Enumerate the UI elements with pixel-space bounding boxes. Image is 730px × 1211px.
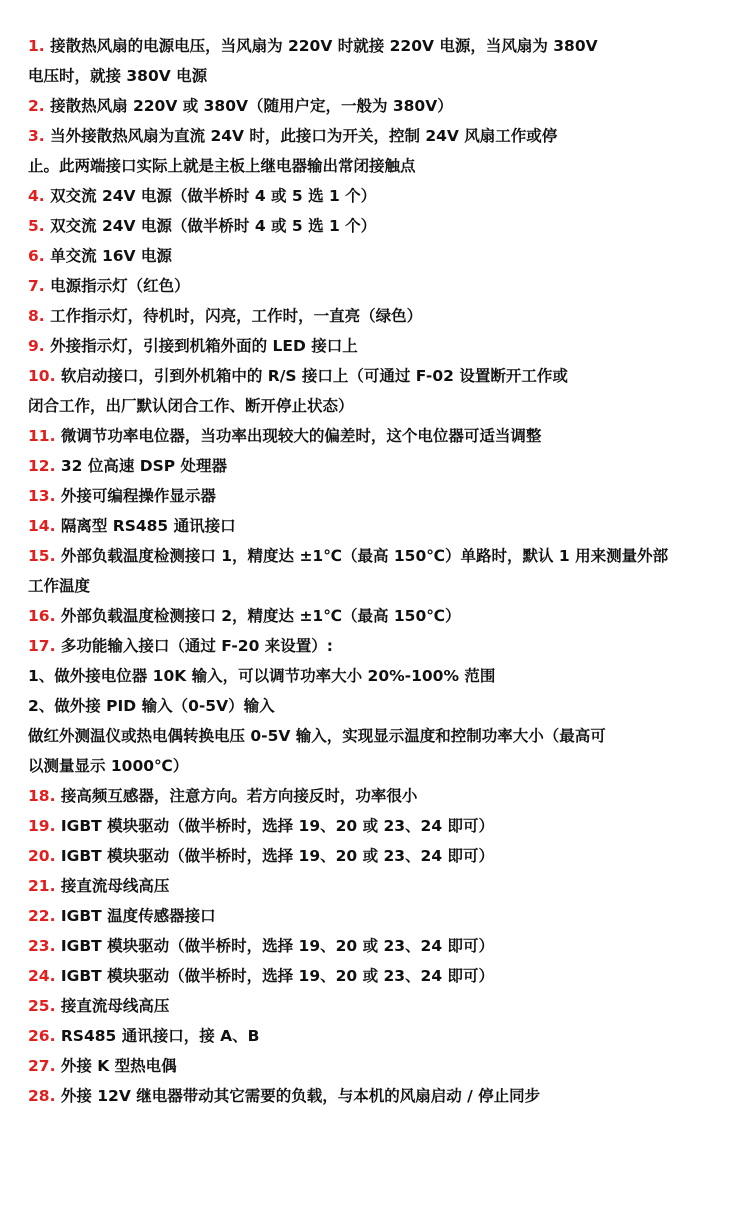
item-number: 12. (28, 457, 61, 475)
doc-line (28, 811, 718, 841)
doc-line (28, 721, 718, 751)
item-number: 15. (28, 547, 61, 565)
item-text: 外接指示灯，引接到机箱外面的 LED 接口上 (50, 337, 358, 355)
item-number: 20. (28, 847, 61, 865)
doc-line (28, 331, 718, 361)
item-text: 以测量显示 1000℃） (28, 757, 189, 775)
item-number: 11. (28, 427, 61, 445)
doc-line (28, 1021, 718, 1051)
doc-line (28, 241, 718, 271)
item-text: 1、做外接电位器 10K 输入，可以调节功率大小 20%-100% 范围 (28, 667, 496, 685)
doc-line (28, 31, 718, 61)
item-number: 7. (28, 277, 51, 295)
item-text: 止。此两端接口实际上就是主板上继电器输出常闭接触点 (28, 157, 416, 175)
item-number: 24. (28, 967, 61, 985)
item-number: 22. (28, 907, 61, 925)
item-number: 27. (28, 1057, 61, 1075)
item-text: 外接可编程操作显示器 (60, 487, 216, 505)
doc-line (28, 661, 718, 691)
item-text: 双交流 24V 电源（做半桥时 4 或 5 选 1 个） (50, 217, 377, 235)
item-number: 14. (28, 517, 61, 535)
doc-line (28, 991, 718, 1021)
item-number: 6. (28, 247, 51, 265)
item-text: 电源指示灯（红色） (50, 277, 190, 295)
doc-line (28, 751, 718, 781)
item-number: 3. (28, 127, 51, 145)
item-text: 隔离型 RS485 通讯接口 (60, 517, 236, 535)
item-number: 8. (28, 307, 51, 325)
item-number: 26. (28, 1027, 61, 1045)
doc-line (28, 961, 718, 991)
item-text: 软启动接口，引到外机箱中的 R/S 接口上（可通过 F-02 设置断开工作或 (60, 367, 568, 385)
item-number: 28. (28, 1087, 61, 1105)
item-number: 5. (28, 217, 51, 235)
item-text: RS485 通讯接口，接 A、B (60, 1027, 260, 1045)
doc-line (28, 421, 718, 451)
item-text: IGBT 模块驱动（做半桥时，选择 19、20 或 23、24 即可） (60, 817, 494, 835)
item-text: 接散热风扇 220V 或 380V（随用户定，一般为 380V） (50, 97, 453, 115)
doc-line (28, 301, 718, 331)
item-text: 接散热风扇的电源电压，当风扇为 220V 时就接 220V 电源，当风扇为 380V (50, 37, 598, 55)
item-number: 23. (28, 937, 61, 955)
item-text: 工作温度 (28, 577, 91, 595)
item-text: 电压时，就接 380V 电源 (28, 67, 208, 85)
doc-line (28, 1081, 718, 1111)
item-text: 闭合工作，出厂默认闭合工作、断开停止状态） (28, 397, 354, 415)
item-number: 17. (28, 637, 61, 655)
item-text: 外接 K 型热电偶 (60, 1057, 177, 1075)
doc-line (28, 871, 718, 901)
item-number: 18. (28, 787, 61, 805)
item-text: 多功能输入接口（通过 F-20 来设置）: (60, 637, 333, 655)
item-text: 32 位高速 DSP 处理器 (60, 457, 228, 475)
item-number: 16. (28, 607, 61, 625)
doc-line (28, 151, 718, 181)
item-number: 19. (28, 817, 61, 835)
doc-line (28, 1051, 718, 1081)
item-text: 2、做外接 PID 输入（0-5V）输入 (28, 697, 275, 715)
doc-line (28, 271, 718, 301)
item-text: 接直流母线高压 (60, 877, 170, 895)
item-text: 接直流母线高压 (60, 997, 170, 1015)
doc-line (28, 211, 718, 241)
doc-line (28, 691, 718, 721)
doc-line (28, 121, 718, 151)
item-text: 双交流 24V 电源（做半桥时 4 或 5 选 1 个） (50, 187, 377, 205)
item-text: IGBT 温度传感器接口 (60, 907, 216, 925)
item-text: 工作指示灯，待机时，闪亮，工作时，一直亮（绿色） (50, 307, 423, 325)
doc-line (28, 451, 718, 481)
item-number: 4. (28, 187, 51, 205)
item-text: IGBT 模块驱动（做半桥时，选择 19、20 或 23、24 即可） (60, 967, 494, 985)
item-number: 2. (28, 97, 51, 115)
doc-line (28, 61, 718, 91)
doc-line (28, 481, 718, 511)
item-text: IGBT 模块驱动（做半桥时，选择 19、20 或 23、24 即可） (60, 847, 494, 865)
item-number: 21. (28, 877, 61, 895)
doc-line (28, 511, 718, 541)
doc-line (28, 541, 718, 571)
item-text: 微调节功率电位器，当功率出现较大的偏差时，这个电位器可适当调整 (60, 427, 542, 445)
item-number: 1. (28, 37, 51, 55)
item-text: 当外接散热风扇为直流 24V 时，此接口为开关，控制 24V 风扇工作或停 (50, 127, 558, 145)
item-text: 接高频互感器，注意方向。若方向接反时，功率很小 (60, 787, 418, 805)
doc-line (28, 781, 718, 811)
item-text: 单交流 16V 电源 (50, 247, 172, 265)
item-text: 做红外测温仪或热电偶转换电压 0-5V 输入，实现显示温度和控制功率大小（最高可 (28, 727, 606, 745)
item-text: 外部负载温度检测接口 2，精度达 ±1℃（最高 150℃） (60, 607, 461, 625)
document-body (28, 31, 718, 1111)
doc-line (28, 601, 718, 631)
doc-line (28, 391, 718, 421)
doc-line (28, 841, 718, 871)
item-text: 外部负载温度检测接口 1，精度达 ±1℃（最高 150℃）单路时，默认 1 用来测量外部 (60, 547, 669, 565)
doc-line (28, 181, 718, 211)
doc-line (28, 91, 718, 121)
doc-line (28, 631, 718, 661)
item-text: 外接 12V 继电器带动其它需要的负载，与本机的风扇启动 / 停止同步 (60, 1087, 541, 1105)
doc-line (28, 571, 718, 601)
item-number: 25. (28, 997, 61, 1015)
doc-line (28, 931, 718, 961)
item-number: 9. (28, 337, 51, 355)
item-number: 10. (28, 367, 61, 385)
item-number: 13. (28, 487, 61, 505)
doc-line (28, 901, 718, 931)
item-text: IGBT 模块驱动（做半桥时，选择 19、20 或 23、24 即可） (60, 937, 494, 955)
doc-line (28, 361, 718, 391)
